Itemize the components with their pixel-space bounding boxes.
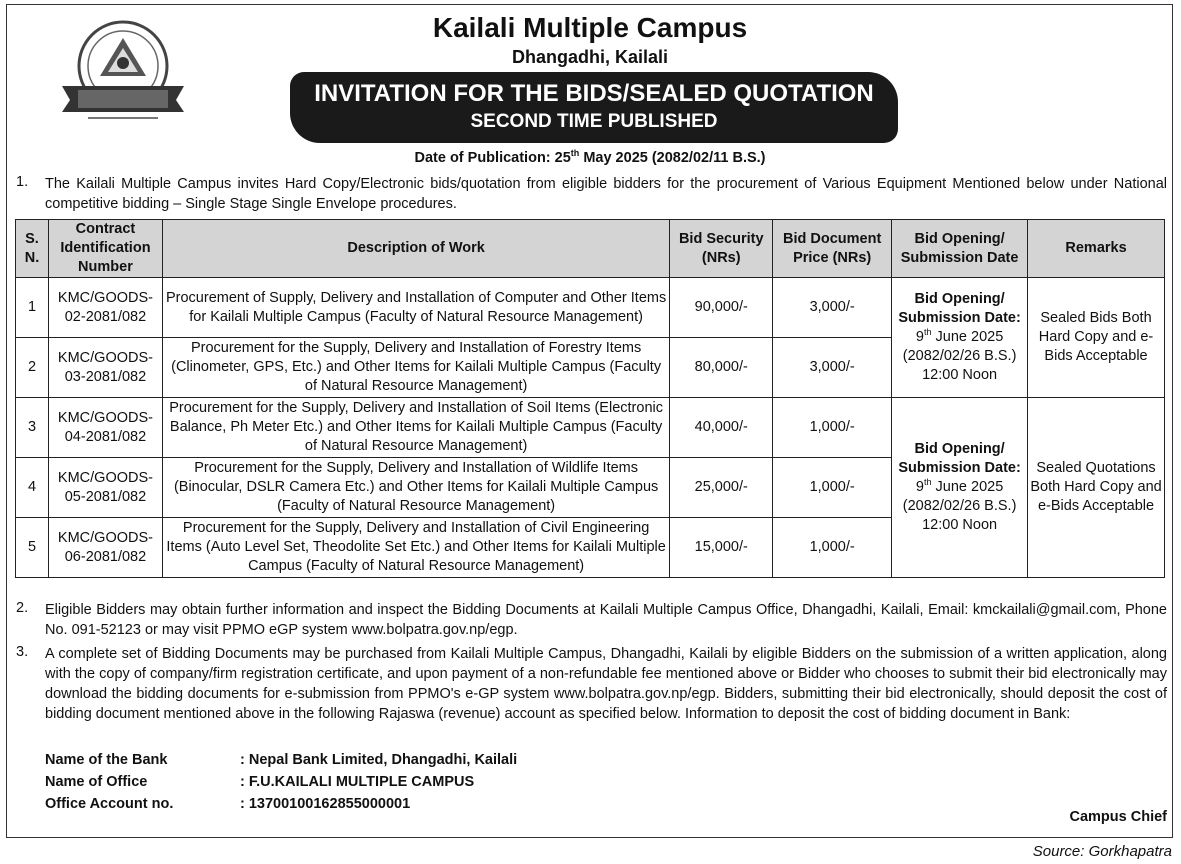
cell-contract-id: KMC/GOODS-05-2081/082 [48,458,162,518]
cell-document-price: 3,000/- [773,338,892,398]
col-header-sn: S. N. [16,220,49,278]
cell-description: Procurement of Supply, Delivery and Installation of Computer and Other Items for Kailali Multiple Campus (Faculty of Natural Resource Management) [162,278,669,338]
cell-remarks-group-2: Sealed Quotations Both Hard Copy and e-Bids Acceptable [1028,398,1165,578]
campus-location: Dhangadhi, Kailali [511,47,669,67]
cell-description: Procurement for the Supply, Delivery and Installation of Wildlife Items (Binocular, DSLR Camera Etc.) and Other Items for Kailali Multiple Campus (Faculty of Natural Resource Management) [162,458,669,518]
cell-sn: 5 [16,518,49,578]
col-header-document-price: Bid Document Price (NRs) [773,220,892,278]
cell-opening-date-group-2: Bid Opening/ Submission Date: 9th June 2025 (2082/02/26 B.S.) 12:00 Noon [892,398,1028,578]
signatory: Campus Chief [1069,809,1167,825]
cell-sn: 3 [16,398,49,458]
cell-description: Procurement for the Supply, Delivery and Installation of Forestry Items (Clinometer, GPS, Etc.) and Other Items for Kailali Multiple Campus (Faculty of Natural Resource Management) [162,338,669,398]
cell-bid-security: 15,000/- [670,518,773,578]
source-credit: Source: Gorkhapatra [1032,843,1172,860]
cell-description: Procurement for the Supply, Delivery and Installation of Soil Items (Electronic Balance, Ph Meter Etc.) and Other Items for Kailali Multiple Campus (Faculty of Natural Resource Management) [162,398,669,458]
para-2-text: Eligible Bidders may obtain further information and inspect the Bidding Documents at Kailali Multiple Campus Office, Dhangadhi, Kailali, Email: kmckailali@gmail.com, Phone No. 091-52123 or may visit PPMO eGP system www.bolpatra.gov.np/egp. [45,602,1167,638]
cell-bid-security: 80,000/- [670,338,773,398]
office-name-value: : F.U.KAILALI MULTIPLE CAMPUS [240,774,475,790]
bank-name-label: Name of the Bank [45,752,168,768]
para-3-number: 3. [16,644,29,660]
cell-contract-id: KMC/GOODS-03-2081/082 [48,338,162,398]
cell-document-price: 1,000/- [773,518,892,578]
cell-document-price: 3,000/- [773,278,892,338]
para-3-text: A complete set of Bidding Documents may be purchased from Kailali Multiple Campus, Dhangadhi, Kailali by eligible Bidders on the submission of a written application, along with the copy of company/firm registration certificate, and upon payment of a non-refundable fee mentioned above or Bidder who chooses to submit their bid electronically may download the bidding documents for e-submission from PPMO's e-GP system www.bolpatra.gov.np/egp. Bidders, submitting their bid electronically, should deposit the cost of bidding document mentioned above in the following Rajaswa (revenue) account as specified below. Information to deposit the cost of bidding document in Bank: [45,646,1167,722]
banner-title: INVITATION FOR THE BIDS/SEALED QUOTATION [314,80,874,107]
col-header-contract-id: Contract Identification Number [48,220,162,278]
para-2-number: 2. [16,600,29,616]
col-header-opening-date: Bid Opening/ Submission Date [892,220,1028,278]
cell-sn: 2 [16,338,49,398]
col-header-bid-security: Bid Security (NRs) [670,220,773,278]
cell-sn: 1 [16,278,49,338]
cell-bid-security: 40,000/- [670,398,773,458]
para-1-number: 1. [16,174,29,190]
cell-remarks-group-1: Sealed Bids Both Hard Copy and e-Bids Acceptable [1028,278,1165,398]
bank-name-value: : Nepal Bank Limited, Dhangadhi, Kailali [240,752,518,768]
cell-contract-id: KMC/GOODS-04-2081/082 [48,398,162,458]
publication-date: Date of Publication: 25th May 2025 (2082/02/11 B.S.) [414,148,766,166]
table-row [16,278,1165,338]
table-header-row [16,220,1165,278]
cell-bid-security: 25,000/- [670,458,773,518]
para-1-text: The Kailali Multiple Campus invites Hard Copy/Electronic bids/quotation from eligible bidders for the procurement of Various Equipment Mentioned below under National competitive bidding – Single Stage Single Envelope procedures. [45,176,1167,212]
cell-bid-security: 90,000/- [670,278,773,338]
banner-subtitle: SECOND TIME PUBLISHED [470,111,718,132]
col-header-description: Description of Work [162,220,669,278]
table-row [16,398,1165,458]
campus-seal-icon [58,14,188,126]
account-value: : 13700100162855000001 [240,796,411,812]
account-label: Office Account no. [45,796,174,812]
campus-title: Kailali Multiple Campus [432,12,748,43]
cell-opening-date-group-1: Bid Opening/ Submission Date: 9th June 2025 (2082/02/26 B.S.) 12:00 Noon [892,278,1028,398]
office-name-label: Name of Office [45,774,148,790]
cell-document-price: 1,000/- [773,398,892,458]
cell-description: Procurement for the Supply, Delivery and Installation of Civil Engineering Items (Auto Level Set, Theodolite Set Etc.) and Other Items for Kailali Multiple Campus (Faculty of Natural Resource Management) [162,518,669,578]
bid-table [15,219,1165,578]
cell-sn: 4 [16,458,49,518]
cell-contract-id: KMC/GOODS-06-2081/082 [48,518,162,578]
col-header-remarks: Remarks [1028,220,1165,278]
notice-banner [290,72,898,143]
cell-contract-id: KMC/GOODS-02-2081/082 [48,278,162,338]
cell-document-price: 1,000/- [773,458,892,518]
